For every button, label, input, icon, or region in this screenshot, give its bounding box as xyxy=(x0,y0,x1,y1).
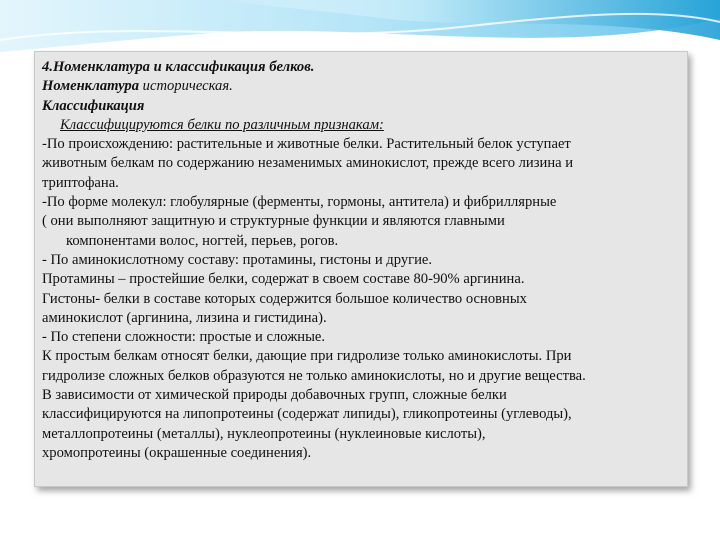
body-line: Протамины – простейшие белки, содержат в своем составе 80-90% аргинина. xyxy=(42,271,525,288)
body-line: -По происхождению: растительные и животные белки. Растительный белок уступает xyxy=(42,136,571,153)
body-line: К простым белкам относят белки, дающие при гидролизе только аминокислоты. При xyxy=(42,348,572,365)
classification-intro: Классифицируются белки по различным признакам: xyxy=(60,116,384,133)
body-line: хромопротеины (окрашенные соединения). xyxy=(42,444,312,461)
body-line: В зависимости от химической природы добавочных групп, сложные белки xyxy=(42,387,507,404)
slide-heading: 4.Номенклатура и классификация белков. xyxy=(42,59,315,75)
body-line: аминокислот (аргинина, лизина и гистидина). xyxy=(42,309,327,326)
body-line: ( они выполняют защитную и структурные функции и являются главными xyxy=(42,213,505,230)
body-line: классифицируются на липопротеины (содержат липиды), гликопротеины (углеводы), xyxy=(42,406,572,423)
nomenclature-label: Номенклатура xyxy=(42,78,140,95)
body-line: компонентами волос, ногтей, перьев, рогов. xyxy=(66,232,339,249)
body-line: -По форме молекул: глобулярные (ферменты, гормоны, антитела) и фибриллярные xyxy=(42,194,557,211)
body-line: - По степени сложности: простые и сложные. xyxy=(42,329,326,346)
classification-label: Классификация xyxy=(42,97,145,114)
body-line: Гистоны- белки в составе которых содержится большое количество основных xyxy=(42,290,527,307)
nomenclature-value: историческая. xyxy=(139,78,233,95)
body-line: - По аминокислотному составу: протамины, гистоны и другие. xyxy=(42,251,433,268)
slide-text xyxy=(42,58,682,463)
body-line: металлопротеины (металлы), нуклеопротеины (нуклеиновые кислоты), xyxy=(42,425,486,442)
body-line: гидролизе сложных белков образуются не только аминокислоты, но и другие вещества. xyxy=(42,367,586,384)
body-line: триптофана. xyxy=(42,174,119,191)
nomenclature-line xyxy=(42,77,682,96)
body-line: животным белкам по содержанию незаменимых аминокислот, прежде всего лизина и xyxy=(42,155,574,172)
